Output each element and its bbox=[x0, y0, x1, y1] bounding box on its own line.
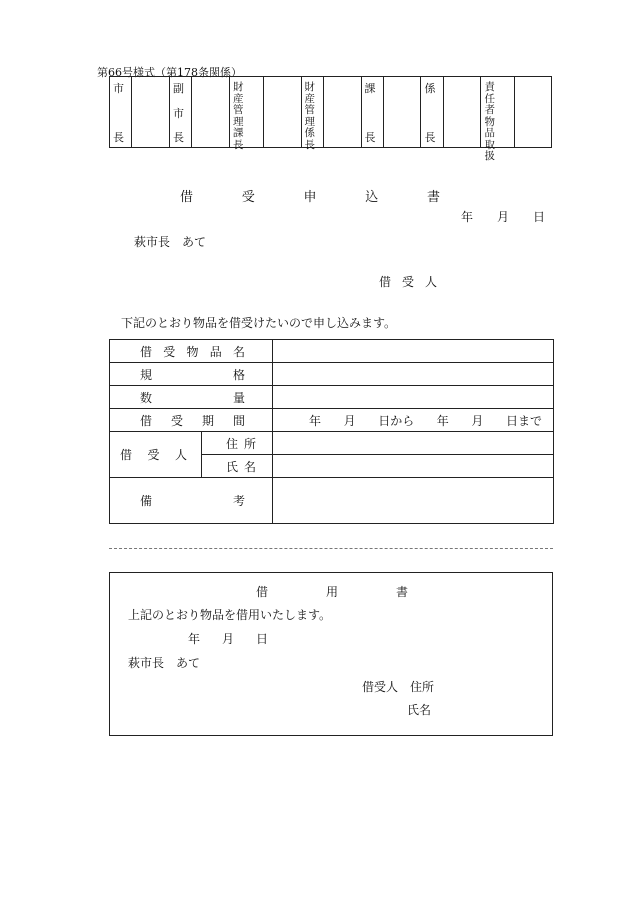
application-borrower-label: 借 受 人 bbox=[379, 275, 437, 289]
certificate-addressee: 萩市長 あて bbox=[128, 656, 201, 670]
spec-field[interactable] bbox=[273, 363, 554, 386]
certificate-borrower-address[interactable]: 借受人 住所 bbox=[362, 680, 435, 694]
application-date[interactable]: 年 月 日 bbox=[461, 210, 545, 224]
approval-label-property-handler: 責 任 者 物 品 取 扱 bbox=[481, 77, 515, 147]
application-title: 借 受 申 込 書 bbox=[180, 190, 440, 205]
approval-stamp-subsection-chief[interactable] bbox=[444, 77, 482, 147]
name-field[interactable] bbox=[273, 455, 554, 478]
table-row bbox=[110, 432, 554, 455]
table-row bbox=[110, 340, 554, 363]
approval-stamp-property-section-chief[interactable] bbox=[264, 77, 302, 147]
approval-label-subsection-chief: 係 長 bbox=[421, 77, 443, 147]
approval-stamp-deputy-mayor[interactable] bbox=[192, 77, 230, 147]
period-label: 借 受 期 間 bbox=[110, 409, 273, 432]
item-name-label: 借 受 物 品 名 bbox=[110, 340, 273, 363]
certificate-title: 借 用 書 bbox=[256, 585, 408, 599]
application-table bbox=[109, 339, 554, 524]
item-name-field[interactable] bbox=[273, 340, 554, 363]
approval-label-deputy-mayor: 副 市 長 bbox=[170, 77, 192, 147]
form-number: 第66号様式（第178条関係） bbox=[97, 66, 242, 79]
period-field[interactable]: 年 月 日から 年 月 日まで bbox=[273, 409, 554, 432]
name-label: 氏 名 bbox=[202, 455, 273, 478]
certificate-date[interactable]: 年 月 日 bbox=[188, 632, 268, 646]
application-intro: 下記のとおり物品を借受けたいので申し込みます。 bbox=[121, 316, 397, 330]
remarks-label: 備 考 bbox=[110, 478, 273, 524]
quantity-label: 数 量 bbox=[110, 386, 273, 409]
spec-label: 規 格 bbox=[110, 363, 273, 386]
approval-stamp-row bbox=[109, 76, 552, 162]
application-addressee: 萩市長 あて bbox=[134, 235, 207, 249]
address-field[interactable] bbox=[273, 432, 554, 455]
remarks-field[interactable] bbox=[273, 478, 554, 524]
approval-stamp-property-handler[interactable] bbox=[515, 77, 551, 147]
table-row bbox=[110, 363, 554, 386]
loan-certificate bbox=[109, 572, 553, 736]
borrower-group-label: 借 受 人 bbox=[110, 432, 202, 478]
table-row bbox=[110, 409, 554, 432]
table-row bbox=[110, 386, 554, 409]
approval-label-section-chief: 課 長 bbox=[362, 77, 384, 147]
address-label: 住 所 bbox=[202, 432, 273, 455]
quantity-field[interactable] bbox=[273, 386, 554, 409]
approval-label-property-section-chief: 財 産 管 理 課 長 bbox=[230, 77, 264, 147]
cut-line bbox=[109, 548, 553, 549]
approval-label-mayor: 市 長 bbox=[110, 77, 132, 147]
certificate-intro: 上記のとおり物品を借用いたします。 bbox=[128, 608, 332, 622]
approval-label-property-subsection-chief: 財 産 管 理 係 長 bbox=[302, 77, 324, 147]
approval-stamp-mayor[interactable] bbox=[132, 77, 170, 147]
table-row bbox=[110, 478, 554, 524]
certificate-borrower-name[interactable]: 氏名 bbox=[407, 703, 432, 717]
approval-stamp-property-subsection-chief[interactable] bbox=[324, 77, 362, 147]
approval-stamp-section-chief[interactable] bbox=[384, 77, 422, 147]
